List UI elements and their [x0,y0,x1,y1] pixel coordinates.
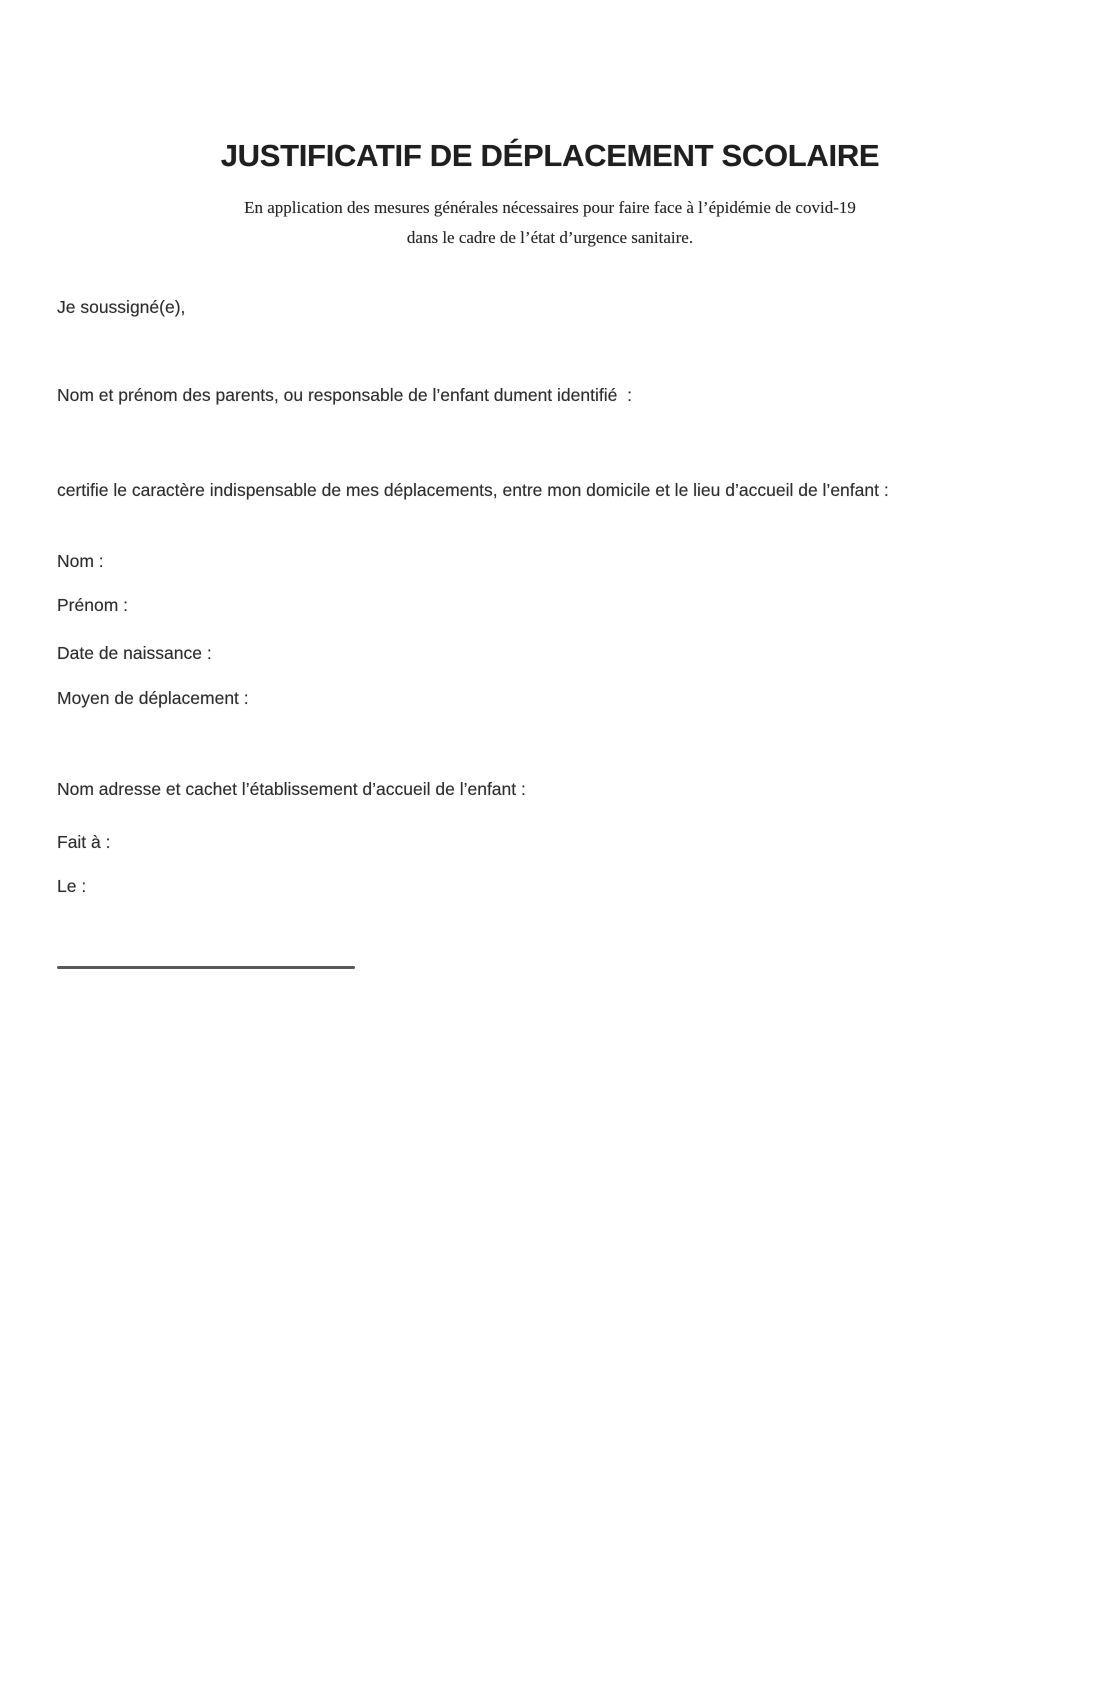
document-subtitle [0,193,1100,253]
parents-name-label: Nom et prénom des parents, ou responsable de l’enfant dument identifié : [57,385,632,405]
intro-line: Je soussigné(e), [57,297,186,317]
field-label-nom: Nom : [57,551,104,571]
le-label: Le : [57,876,87,896]
fait-a-label: Fait à : [57,832,111,852]
field-label-prenom: Prénom : [57,595,128,615]
document-title: JUSTIFICATIF DE DÉPLACEMENT SCOLAIRE [220,138,880,173]
field-label-date-de-naissance: Date de naissance : [57,643,212,663]
signature-line [57,966,355,969]
certify-paragraph: certifie le caractère indispensable de mes déplacements, entre mon domicile et le lieu d’accueil de l’enfant : [57,480,889,500]
subtitle-line-1: En application des mesures générales nécessaires pour faire face à l’épidémie de covid-19 [244,198,856,217]
field-label-moyen-de-deplacement: Moyen de déplacement : [57,688,249,708]
establishment-label: Nom adresse et cachet l’établissement d’accueil de l’enfant : [57,779,526,799]
subtitle-line-2: dans le cadre de l’état d’urgence sanitaire. [406,228,694,247]
